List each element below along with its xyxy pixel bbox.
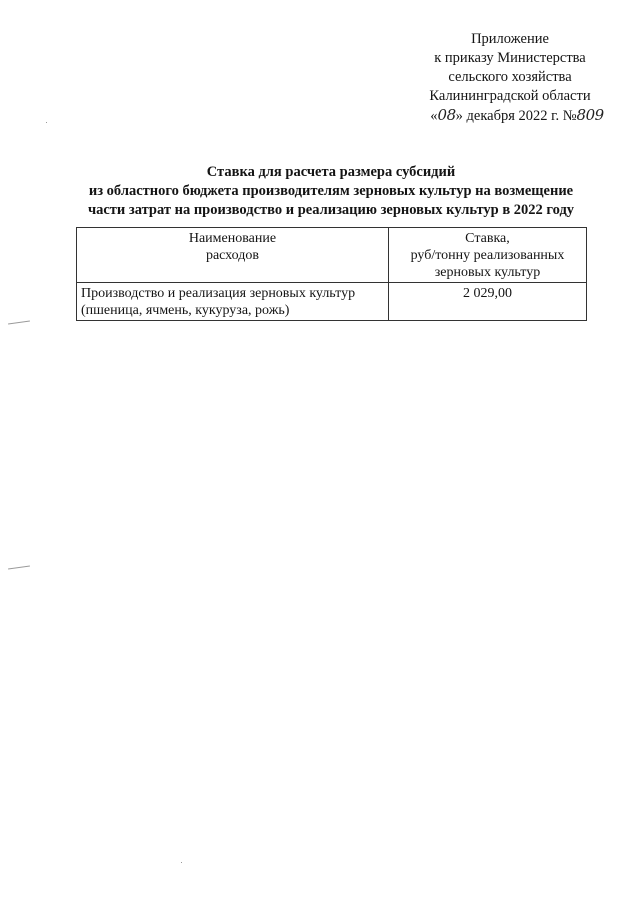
rates-table <box>76 227 587 321</box>
header-text: Наименование <box>188 231 277 246</box>
appendix-order-ref: к приказу Министерства <box>434 50 586 66</box>
cell-expense-name <box>77 283 389 321</box>
expense-name-line: Производство и реализация зерновых культур <box>81 286 356 301</box>
header-text: руб/тонну реализованных <box>410 248 565 263</box>
scan-dot <box>181 862 182 863</box>
header-text: расходов <box>205 248 259 263</box>
table-header-row <box>77 228 587 283</box>
header-text: зерновых культур <box>434 265 541 280</box>
appendix-ministry: сельского хозяйства <box>448 69 572 85</box>
title-line-2: из областного бюджета производителям зерновых культур на возмещение <box>88 183 574 199</box>
date-open-quote: « <box>430 108 438 124</box>
header-cell-rate <box>388 228 586 283</box>
header-text: Ставка, <box>465 231 510 246</box>
handwritten-day: 08 <box>437 106 456 124</box>
scan-mark <box>8 320 30 324</box>
date-month-year: » декабря 2022 г. № <box>455 108 577 124</box>
handwritten-order-number: 809 <box>576 106 604 124</box>
title-line-1: Ставка для расчета размера субсидий <box>206 164 456 180</box>
appendix-title: Приложение <box>471 31 549 47</box>
cell-rate-value: 2 029,00 <box>388 283 586 321</box>
appendix-date-line <box>400 106 620 126</box>
appendix-region: Калининградской области <box>429 88 591 104</box>
appendix-block <box>400 30 620 126</box>
table-row <box>77 283 587 321</box>
header-cell-expense-name <box>77 228 389 283</box>
document-title <box>60 163 602 220</box>
scan-mark <box>8 565 30 569</box>
expense-name-line: (пшеница, ячмень, кукуруза, рожь) <box>81 303 290 318</box>
scan-dot <box>46 122 47 123</box>
title-line-3: части затрат на производство и реализацию зерновых культур в 2022 году <box>87 202 575 218</box>
